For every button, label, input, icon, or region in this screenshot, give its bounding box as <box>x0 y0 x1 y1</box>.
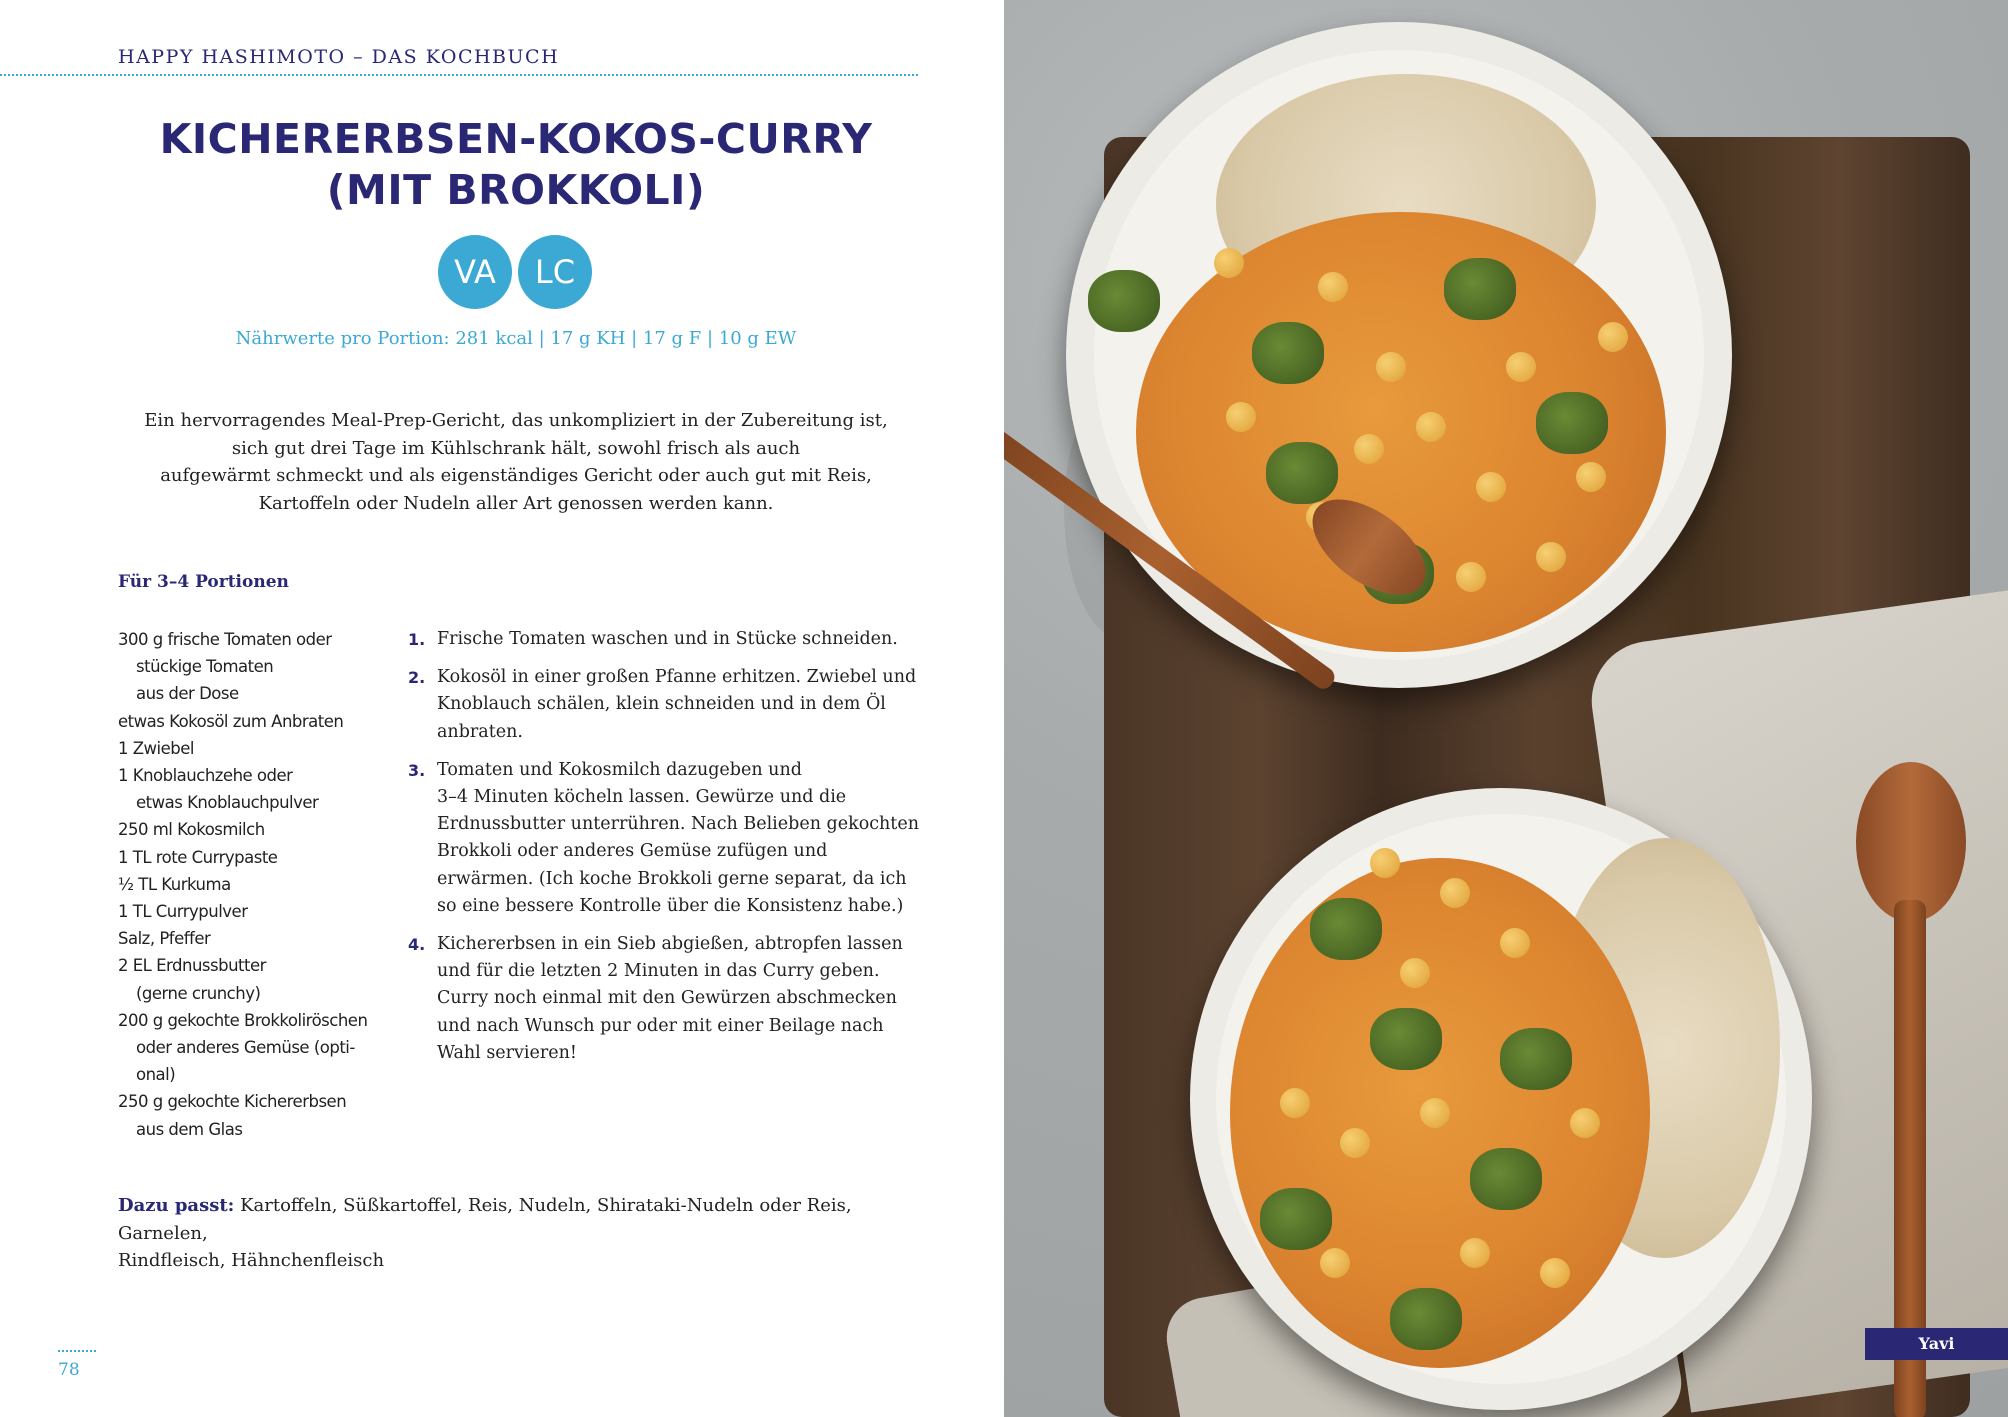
ingredient-line: ½ TL Kurkuma <box>118 874 231 894</box>
chickpea <box>1318 272 1348 302</box>
chickpea <box>1376 352 1406 382</box>
ingredient-line: etwas Kokosöl zum Anbraten <box>118 711 344 731</box>
page-number: 78 <box>58 1360 80 1380</box>
recipe-title <box>100 114 932 216</box>
pairing-text-2: Rindfleisch, Hähnchenfleisch <box>118 1250 385 1271</box>
ingredient-line: aus dem Glas <box>136 1119 243 1139</box>
nutrition-info: Nährwerte pro Portion: 281 kcal | 17 g KH | 17 g F | 10 g EW <box>235 328 797 349</box>
step-line: und für die letzten 2 Minuten in das Curry geben. <box>437 961 880 982</box>
pairing-label: Dazu passt: <box>118 1195 235 1216</box>
chickpea <box>1598 322 1628 352</box>
intro-line: sich gut drei Tage im Kühlschrank hält, sowohl frisch als auch <box>231 437 801 459</box>
step-line: Kokosöl in einer großen Pfanne erhitzen. Zwiebel und <box>437 667 917 688</box>
step-line: und nach Wunsch pur oder mit einer Beilage nach <box>437 1015 884 1036</box>
ingredient-list <box>118 626 388 1143</box>
step-3 <box>408 757 918 920</box>
ingredient-line: Salz, Pfeffer <box>118 929 211 949</box>
ingredient-line: aus der Dose <box>136 684 239 704</box>
step-line: Frische Tomaten waschen und in Stücke schneiden. <box>437 629 898 649</box>
step-line: Kichererbsen in ein Sieb abgießen, abtropfen lassen <box>437 934 903 955</box>
intro-line: Ein hervorragendes Meal-Prep-Gericht, das unkompliziert in der Zubereitung ist, <box>144 410 888 431</box>
chickpea <box>1440 878 1470 908</box>
step-1 <box>408 626 918 653</box>
step-line: Brokkoli oder anderes Gemüse zufügen und <box>437 841 828 862</box>
ingredient-line: 200 g gekochte Brokkoliröschen <box>118 1010 368 1030</box>
chickpea <box>1540 1258 1570 1288</box>
ingredient-line: onal) <box>136 1065 176 1085</box>
food-photo <box>1004 0 2008 1417</box>
ingredient-line: 300 g frische Tomaten oder <box>118 630 332 649</box>
bowl-bottom <box>1190 788 1812 1410</box>
ingredient-line: oder anderes Gemüse (opti- <box>136 1038 355 1058</box>
chickpea <box>1460 1238 1490 1268</box>
recipe-intro <box>130 407 902 517</box>
step-line: 3–4 Minuten köcheln lassen. Gewürze und die <box>437 787 847 808</box>
ingredient-line: etwas Knoblauchpulver <box>136 793 319 813</box>
chickpea <box>1476 472 1506 502</box>
chickpea <box>1506 352 1536 382</box>
page-number-dots <box>58 1350 96 1352</box>
step-line: Erdnussbutter unterrühren. Nach Belieben gekochten <box>437 814 919 835</box>
chickpea <box>1420 1098 1450 1128</box>
chickpea <box>1340 1128 1370 1158</box>
instruction-steps <box>408 626 918 1078</box>
broccoli <box>1470 1148 1542 1210</box>
chickpea <box>1214 248 1244 278</box>
chickpea <box>1416 412 1446 442</box>
book-header: HAPPY HASHIMOTO – DAS KOCHBUCH <box>118 46 560 68</box>
broccoli <box>1260 1188 1332 1250</box>
ingredient-line: 1 TL Currypulver <box>118 902 248 922</box>
step-number: 3. <box>408 760 426 780</box>
chickpea <box>1570 1108 1600 1138</box>
portions-heading: Für 3–4 Portionen <box>118 572 289 592</box>
ingredient-line: 2 EL Erdnussbutter <box>118 956 266 976</box>
step-line: so eine bessere Kontrolle über die Konsistenz habe.) <box>437 895 904 916</box>
intro-line: aufgewärmt schmeckt und als eigenständiges Gericht oder auch gut mit Reis, <box>160 465 872 486</box>
ingredient-line: (gerne crunchy) <box>136 983 261 1003</box>
wooden-spoon-bottom <box>1856 762 1966 922</box>
chickpea <box>1400 958 1430 988</box>
chickpea <box>1280 1088 1310 1118</box>
broccoli <box>1536 392 1608 454</box>
step-2 <box>408 664 918 746</box>
chickpea <box>1500 928 1530 958</box>
ingredient-line: 1 Zwiebel <box>118 738 194 758</box>
step-4 <box>408 931 918 1067</box>
step-line: Tomaten und Kokosmilch dazugeben und <box>437 759 802 780</box>
recipe-title-line-1: KICHERERBSEN-KOKOS-CURRY <box>159 115 873 163</box>
diet-badges <box>438 235 598 311</box>
broccoli <box>1266 442 1338 504</box>
ingredient-line: 250 g gekochte Kichererbsen <box>118 1092 347 1112</box>
photo-credit: Yavi <box>1865 1328 2008 1360</box>
step-line: Knoblauch schälen, klein schneiden und in dem Öl <box>437 694 886 715</box>
step-number: 4. <box>408 935 426 955</box>
chickpea <box>1320 1248 1350 1278</box>
ingredient-line: stückige Tomaten <box>136 657 274 677</box>
broccoli <box>1088 270 1160 332</box>
ingredient-line: 1 Knoblauchzehe oder <box>118 766 293 786</box>
broccoli <box>1390 1288 1462 1350</box>
broccoli <box>1310 898 1382 960</box>
broccoli <box>1500 1028 1572 1090</box>
step-number: 1. <box>408 630 426 649</box>
step-line: Wahl servieren! <box>437 1042 577 1063</box>
chickpea <box>1456 562 1486 592</box>
pairing-text: Kartoffeln, Süßkartoffel, Reis, Nudeln, Shirataki-Nudeln oder Reis, Garnelen, <box>118 1195 852 1244</box>
step-line: Curry noch einmal mit den Gewürzen abschmecken <box>437 988 897 1009</box>
chickpea <box>1536 542 1566 572</box>
chickpea <box>1576 462 1606 492</box>
header-dotted-rule <box>0 74 918 76</box>
step-line: anbraten. <box>437 721 523 742</box>
ingredient-line: 250 ml Kokosmilch <box>118 820 265 840</box>
step-number: 2. <box>408 668 426 688</box>
ingredient-line: 1 TL rote Currypaste <box>118 847 278 867</box>
broccoli <box>1370 1008 1442 1070</box>
broccoli <box>1444 258 1516 320</box>
intro-line: Kartoffeln oder Nudeln aller Art genossen werden kann. <box>258 492 774 514</box>
step-line: erwärmen. (Ich koche Brokkoli gerne separat, da ich <box>437 868 907 889</box>
broccoli <box>1252 322 1324 384</box>
recipe-title-line-2: (MIT BROKKOLI) <box>326 166 706 214</box>
chickpea <box>1354 434 1384 464</box>
badge-lc: LC <box>518 235 592 309</box>
pairing-note <box>118 1192 918 1275</box>
badge-va: VA <box>438 235 512 309</box>
chickpea <box>1226 402 1256 432</box>
chickpea <box>1370 848 1400 878</box>
